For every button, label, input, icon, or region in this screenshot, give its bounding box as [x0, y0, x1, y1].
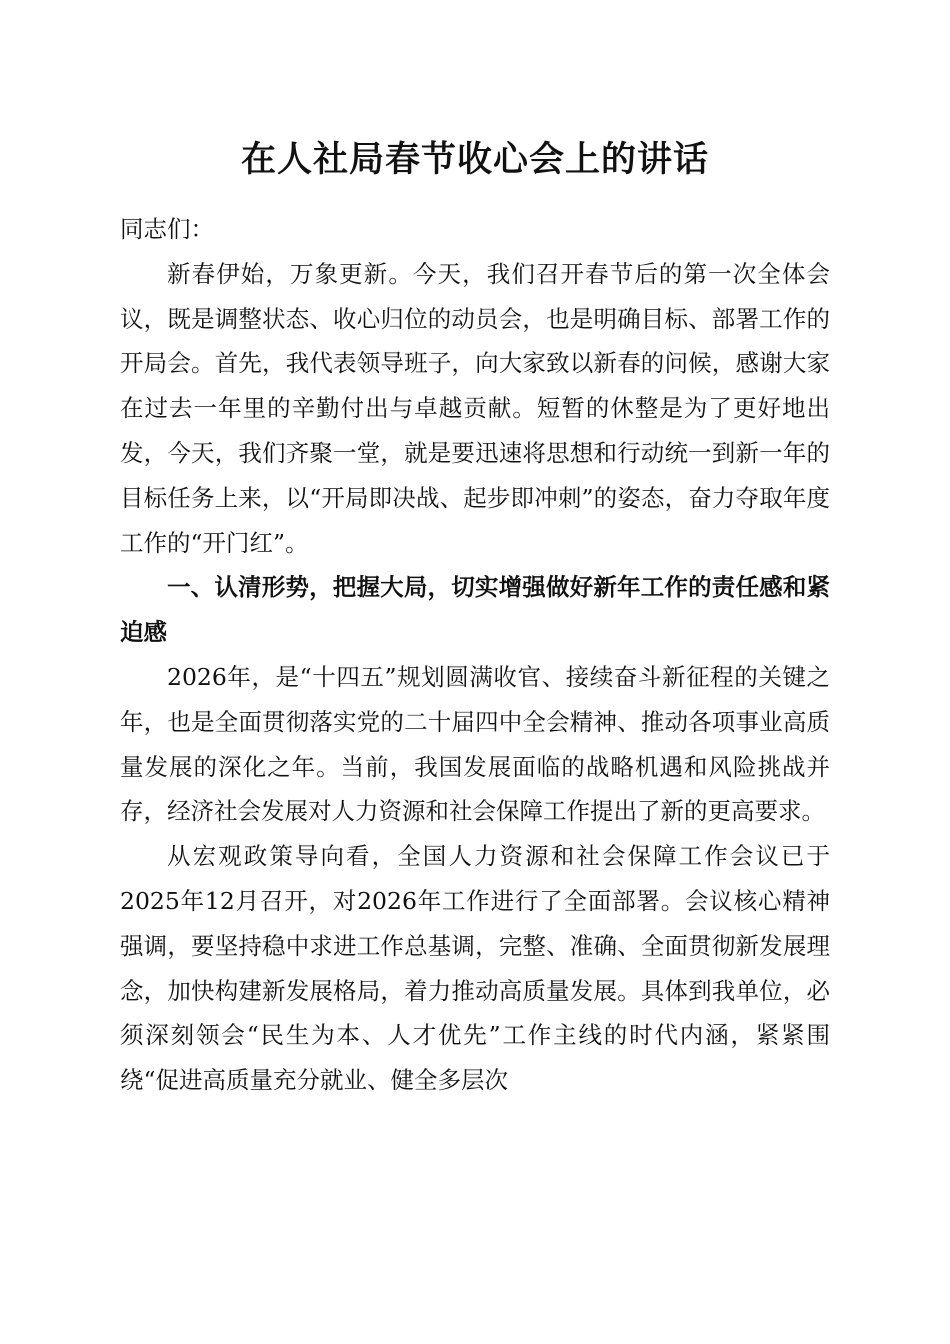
paragraph-intro: 新春伊始，万象更新。今天，我们召开春节后的第一次全体会议，既是调整状态、收心归位的动员会，也是明确目标、部署工作的开局会。首先，我代表领导班子，向大家致以新春的问候，感谢大家在过去一年里的辛勤付出与卓越贡献。短暂的休整是为了更好地出发，今天，我们齐聚一堂，就是要迅速将思想和行动统一到新一年的目标任务上来，以“开局即决战、起步即冲刺”的姿态，奋力夺取年度工作的“开门红”。 [120, 259, 830, 557]
section-heading-1: 一、认清形势，把握大局，切实增强做好新年工作的责任感和紧迫感 [120, 573, 830, 647]
paragraph-policy: 从宏观政策导向看，全国人力资源和社会保障工作会议已于2025年12月召开，对2026年工作进行了全面部署。会议核心精神强调，要坚持稳中求进工作总基调，完整、准确、全面贯彻新发展理念，加快构建新发展格局，着力推动高质量发展。具体到我单位，必须深刻领会“民生为本、人才优先”工作主线的时代内涵，紧紧围绕“促进高质量充分就业、健全多层次 [120, 842, 830, 1095]
document-title: 在人社局春节收心会上的讲话 [240, 139, 709, 180]
salutation: 同志们： [120, 215, 214, 243]
paragraph-situation: 2026年，是“十四五”规划圆满收官、接续奋斗新征程的关键之年，也是全面贯彻落实党的二十届四中全会精神、推动各项事业高质量发展的深化之年。当前，我国发展面临的战略机遇和风险挑战并存，经济社会发展对人力资源和社会保障工作提出了新的更高要求。 [120, 662, 830, 826]
document-body [120, 207, 830, 1103]
